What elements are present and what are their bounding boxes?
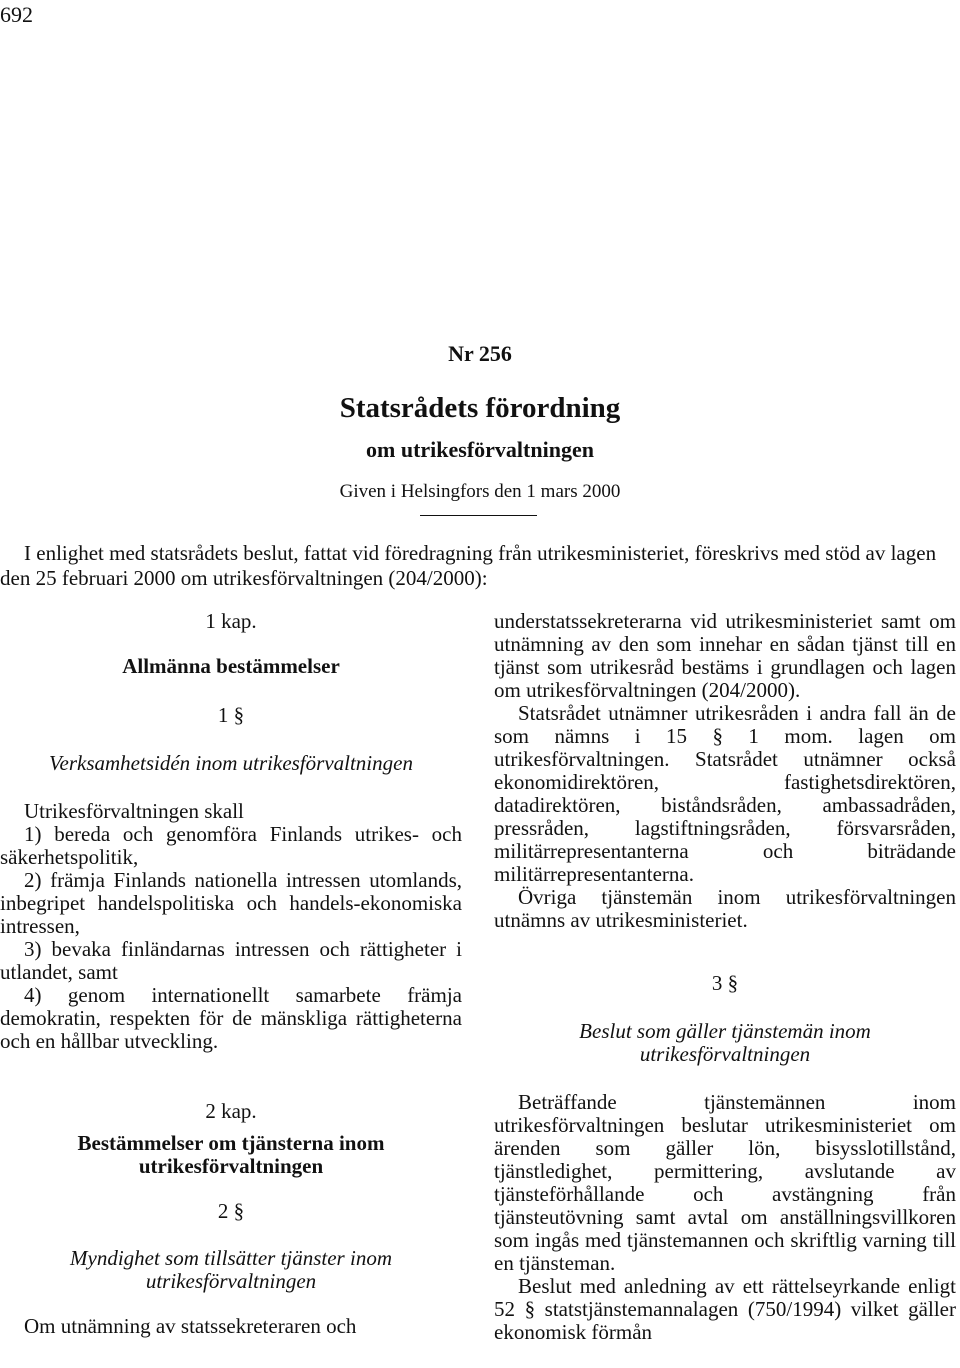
statute-number: Nr 256	[448, 341, 512, 366]
page-number: 692	[0, 2, 33, 27]
section-1-title: Verksamhetsidén inom utrikesförvaltningen	[49, 751, 413, 775]
paragraph: Statsrådet utnämner utrikesråden i andra fall än de som nämns i 15 § 1 mom. lagen om utrikesförvaltningen. Statsrådet utnämner också ekonomidirektören, fastighetsdirektören, datadirektören, biståndsråden, ambassadråden, pressråden, lagstiftningsråden, försvarsråden, militärrepresentanterna och biträdande militärrepresentanterna.	[494, 701, 956, 886]
section-1-label: 1 §	[217, 703, 245, 727]
document-subtitle: om utrikesförvaltningen	[366, 437, 594, 462]
chapter-1-title: Allmänna bestämmelser	[122, 654, 340, 678]
section-1-paragraph: 4) genom internationellt samarbete främja demokratin, respekten för de mänskliga rättigheterna och en hållbar utveckling.	[0, 983, 462, 1053]
chapter-1-label: 1 kap.	[205, 609, 257, 633]
chapter-2-title: Bestämmelser om tjänsterna inom utrikesförvaltningen	[77, 1131, 385, 1178]
given-date-line: Given i Helsingfors den 1 mars 2000	[339, 481, 621, 502]
left-column	[0, 610, 462, 1338]
section-3-paragraph: Beslut med anledning av ett rättelseyrkande enligt 52 § statstjänstemannalagen (750/1994) vilket gäller ekonomisk förmån	[494, 1274, 956, 1344]
section-3-label: 3 §	[711, 971, 739, 995]
section-1-paragraph: 2) främja Finlands nationella intressen utomlands, inbegripet handelspolitiska och handels-ekonomiska intressen,	[0, 868, 462, 938]
section-3-body	[494, 1091, 956, 1344]
continuation-paragraph: understatssekreterarna vid utrikesministeriet samt om utnämning av den som innehar en sådan tjänst till en tjänst som utrikesråd bestäms i grundlagen och lagen om utrikesförvaltningen (204/2000).	[494, 609, 956, 702]
preamble: I enlighet med statsrådets beslut, fattat vid föredragning från utrikesministeriet, föreskrivs med stöd av lagen den 25 februari 2000 om utrikesförvaltningen (204/2000):	[0, 541, 937, 590]
section-2-label: 2 §	[217, 1199, 245, 1223]
section-3-paragraph: Beträffande tjänstemännen inom utrikesförvaltningen beslutar utrikesministeriet om ärenden som gäller lön, bisysslotillstånd, tjänstledighet, permittering, avslutande av tjänsteförhållande och avstängning från tjänsteutövning samt avtal om anställningsvillkoren som ingås med tjänstemannen och skriftlig varning till en tjänsteman.	[494, 1090, 956, 1275]
section-1-paragraph: Utrikesförvaltningen skall	[24, 799, 244, 823]
chapter-2-label: 2 kap.	[205, 1099, 257, 1123]
section-1-paragraph: 1) bereda och genomföra Finlands utrikes- och säkerhetspolitik,	[0, 822, 462, 869]
section-2-first-line: Om utnämning av statssekreteraren och	[24, 1314, 357, 1338]
section-3-title: Beslut som gäller tjänstemän inom utrikesförvaltningen	[579, 1019, 871, 1066]
document-title: Statsrådets förordning	[339, 392, 621, 424]
section-1-body	[0, 800, 462, 1053]
separator-rule	[420, 515, 537, 516]
section-1-paragraph: 3) bevaka finländarnas intressen och rättigheter i utlandet, samt	[0, 937, 462, 984]
paragraph: Övriga tjänstemän inom utrikesförvaltningen utnämns av utrikesministeriet.	[494, 885, 956, 932]
section-2-title: Myndighet som tillsätter tjänster inom utrikesförvaltningen	[70, 1246, 392, 1293]
right-column	[494, 610, 956, 1344]
